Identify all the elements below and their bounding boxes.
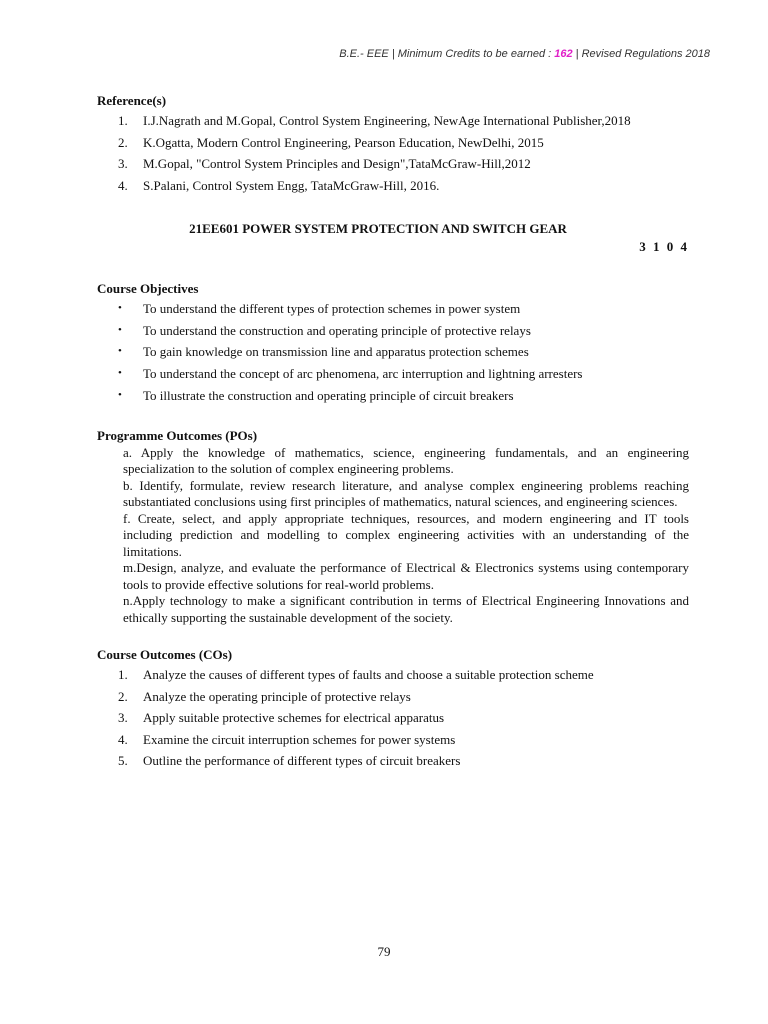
bullet-icon: •: [118, 302, 122, 314]
po-item: b. Identify, formulate, review research literature, and analyse complex engineering problems reaching substantiated conclusions using first principles of mathematics, natural sciences, and engineering sciences.: [123, 477, 689, 510]
objective-item: • To understand the construction and operating principle of protective relays: [97, 320, 689, 342]
reference-item: 4. S.Palani, Control System Engg, TataMcGraw-Hill, 2016.: [118, 177, 440, 193]
course-credits: 3 1 0 4: [639, 239, 689, 254]
co-item: 3. Apply suitable protective schemes for electrical apparatus: [118, 710, 445, 726]
header-suffix: | Revised Regulations 2018: [572, 48, 710, 60]
bullet-icon: •: [118, 345, 122, 358]
po-list: [97, 445, 689, 627]
objective-item: • To understand the different types of protection schemes in power system: [97, 298, 689, 320]
objective-item: • To illustrate the construction and operating principle of circuit breakers: [97, 385, 689, 407]
po-item: n.Apply technology to make a significant contribution in terms of Electrical Engineering Innovations and ethically supporting the sustainable development of the society.: [123, 593, 689, 625]
co-title: Course Outcomes (COs): [97, 647, 233, 663]
co-item: 2. Analyze the operating principle of protective relays: [118, 688, 411, 704]
course-title: 21EE601 POWER SYSTEM PROTECTION AND SWITCH GEAR: [189, 221, 567, 236]
objectives-title: Course Objectives: [97, 281, 199, 296]
co-list: [97, 664, 689, 772]
bullet-icon: •: [118, 388, 122, 401]
references-list: [97, 110, 689, 196]
bullet-icon: •: [118, 323, 122, 336]
objectives-list: [97, 298, 689, 407]
po-item: m.Design, analyze, and evaluate the performance of Electrical & Electronics systems using contemporary tools to provide effective solutions for real-world problems.: [123, 560, 689, 592]
po-item: f. Create, select, and apply appropriate techniques, resources, and modern engineering and IT tools including prediction and modelling to complex engineering activities with an understanding of the limitations.: [123, 510, 689, 559]
reference-item: 3. M.Gopal, "Control System Principles and Design",TataMcGraw-Hill,2012: [118, 156, 531, 171]
po-title: Programme Outcomes (POs): [97, 427, 258, 443]
references-title: Reference(s): [97, 93, 167, 108]
header-prefix: B.E.- EEE | Minimum Credits to be earned :: [339, 48, 555, 60]
co-item: 1. Analyze the causes of different types of faults and choose a suitable protection scheme: [118, 667, 594, 683]
bullet-icon: •: [118, 367, 122, 380]
reference-item: 1. I.J.Nagrath and M.Gopal, Control System Engineering, NewAge International Publisher,2018: [118, 113, 631, 128]
reference-item: 2. K.Ogatta, Modern Control Engineering, Pearson Education, NewDelhi, 2015: [118, 134, 544, 150]
page-number: 79: [377, 944, 391, 959]
po-item: a. Apply the knowledge of mathematics, science, engineering fundamentals, and an engineering specialization to the solution of complex engineering problems.: [123, 444, 689, 477]
page-header: [339, 48, 710, 60]
co-item: 4. Examine the circuit interruption schemes for power systems: [118, 731, 456, 747]
objective-item: • To understand the concept of arc phenomena, arc interruption and lightning arresters: [97, 363, 689, 385]
objective-item: • To gain knowledge on transmission line and apparatus protection schemes: [97, 341, 689, 363]
co-item: 5. Outline the performance of different types of circuit breakers: [118, 753, 461, 769]
header-credits: 162: [554, 48, 573, 60]
page-content: [97, 92, 689, 772]
